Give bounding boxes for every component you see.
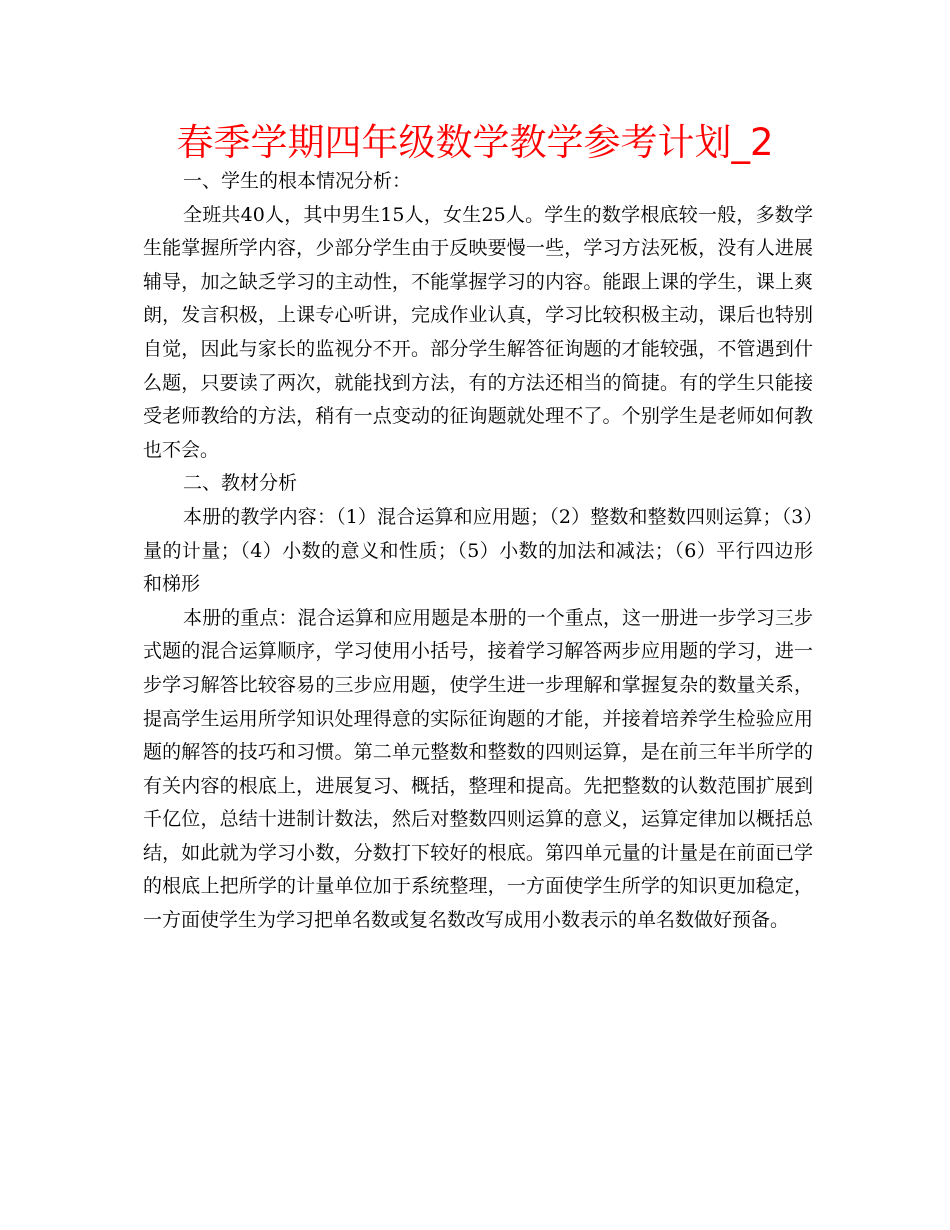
paragraph-key-points: 本册的重点：混合运算和应用题是本册的一个重点，这一册进一步学习三步式题的混合运算顺序，学习使用小括号，接着学习解答两步应用题的学习，进一步学习解答比较容易的三步应用题，使学生进一步理解和掌握复杂的数量关系，提高学生运用所学知识处理得意的实际征询题的才能，并接着培养学生检验应用题的解答的技巧和习惯。第二单元整数和整数的四则运算，是在前三年半所学的有关内容的根底上，进展复习、概括，整理和提高。先把整数的认数范围扩展到千亿位，总结十进制计数法，然后对整数四则运算的意义，运算定律加以概括总结，如此就为学习小数，分数打下较好的根底。第四单元量的计量是在前面已学的根底上把所学的计量单位加于系统整理，一方面使学生所学的知识更加稳定，一方面使学生为学习把单名数或复名数改写成用小数表示的单名数做好预备。 xyxy=(143,606,813,932)
section-heading-student-analysis: 一、学生的根本情况分析： xyxy=(183,170,412,192)
document-title: 春季学期四年级数学教学参考计划_2 xyxy=(176,121,774,164)
paragraph-student-analysis: 全班共40人，其中男生15人，女生25人。学生的数学根底较一般，多数学生能掌握所学内容，少部分学生由于反映要慢一些，学习方法死板，没有人进展辅导，加之缺乏学习的主动性，不能掌握学习的内容。能跟上课的学生，课上爽朗，发言积极，上课专心听讲，完成作业认真，学习比较积极主动，课后也特别自觉，因此与家长的监视分不开。部分学生解答征询题的才能较强，不管遇到什么题，只要读了两次，就能找到方法，有的方法还相当的简捷。有的学生只能接受老师教给的方法，稍有一点变动的征询题就处理不了。个别学生是老师如何教也不会。 xyxy=(143,203,813,461)
section-heading-textbook-analysis: 二、教材分析 xyxy=(183,472,298,495)
document-body xyxy=(143,165,813,938)
paragraph-teaching-content: 本册的教学内容：（1）混合运算和应用题；（2）整数和整数四则运算；（3）量的计量；（4）小数的意义和性质；（5）小数的加法和减法；（6）平行四边形和梯形 xyxy=(143,505,813,596)
